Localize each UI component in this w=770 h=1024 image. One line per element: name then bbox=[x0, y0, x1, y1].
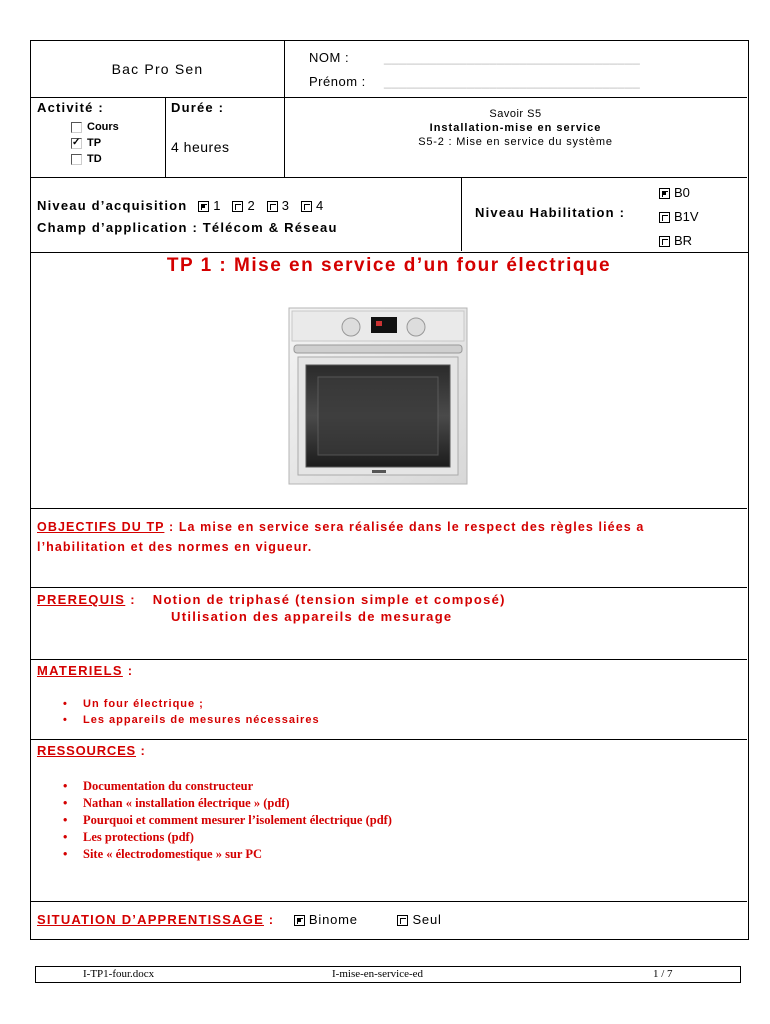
list-item: • Documentation du constructeur bbox=[53, 778, 392, 795]
prenom-line: __________________________________ bbox=[384, 74, 641, 89]
acquisition-option-4[interactable]: 4 bbox=[295, 198, 324, 213]
nom-label: NOM : bbox=[309, 50, 350, 65]
duree-value: 4 heures bbox=[171, 139, 230, 155]
objectifs-text: OBJECTIFS DU TP : La mise en service sera réalisée dans le respect des règles liées a l’habilitation et des normes en vigueur. bbox=[37, 520, 645, 554]
radio-selected-icon[interactable] bbox=[659, 188, 670, 199]
situation-option-binome[interactable]: Binome bbox=[288, 912, 358, 927]
situation-option-seul[interactable]: Seul bbox=[391, 912, 441, 927]
ressources-heading: RESSOURCES : bbox=[37, 743, 146, 758]
list-item: • Site « électrodomestique » sur PC bbox=[53, 846, 392, 863]
radio-icon[interactable] bbox=[267, 201, 278, 212]
situation-label: SITUATION D’APPRENTISSAGE bbox=[37, 912, 264, 927]
prerequis-line2: Utilisation des appareils de mesurage bbox=[171, 609, 453, 624]
champ-application: Champ d’application : Télécom & Réseau bbox=[37, 220, 338, 235]
habilitation-label: Niveau Habilitation : bbox=[475, 205, 626, 220]
radio-icon[interactable] bbox=[397, 915, 408, 926]
acquisition-option-3[interactable]: 3 bbox=[261, 198, 290, 213]
radio-icon[interactable] bbox=[659, 236, 670, 247]
objectifs-label: OBJECTIFS DU TP bbox=[37, 520, 165, 534]
habilitation-option-b0[interactable]: B0 bbox=[659, 181, 699, 205]
checkbox-checked-icon[interactable] bbox=[71, 138, 82, 149]
situation-row: SITUATION D’APPRENTISSAGE : Binome Seul bbox=[37, 912, 442, 927]
checkbox-icon[interactable] bbox=[71, 122, 82, 133]
activite-option-cours[interactable]: Cours bbox=[71, 119, 119, 135]
activite-label: Activité : bbox=[37, 100, 104, 115]
materiels-label: MATERIELS bbox=[37, 663, 123, 678]
footer-page: 1 / 7 bbox=[653, 968, 673, 980]
materiels-list bbox=[53, 696, 320, 728]
list-item: • Pourquoi et comment mesurer l’isolement électrique (pdf) bbox=[53, 812, 392, 829]
activite-option-tp[interactable]: ✓TP bbox=[71, 135, 119, 151]
tp-title: TP 1 : Mise en service d’un four électrique bbox=[166, 255, 612, 276]
s52-label: S5-2 : Mise en service du système bbox=[418, 136, 613, 148]
prerequis-line1: Notion de triphasé (tension simple et composé) bbox=[152, 592, 506, 607]
radio-icon[interactable] bbox=[232, 201, 243, 212]
activite-options bbox=[71, 119, 119, 167]
footer-code: I-mise-en-service-ed bbox=[332, 968, 424, 980]
body-table bbox=[30, 253, 749, 940]
radio-icon[interactable] bbox=[659, 212, 670, 223]
materiels-heading: MATERIELS : bbox=[37, 663, 134, 678]
footer bbox=[35, 966, 741, 983]
ressources-list bbox=[53, 778, 392, 863]
radio-selected-icon[interactable] bbox=[294, 915, 305, 926]
footer-file: I-TP1-four.docx bbox=[83, 968, 155, 980]
niveau-acquisition: Niveau d’acquisition 1 2 3 4 bbox=[37, 198, 325, 213]
acquisition-option-1[interactable]: 1 bbox=[192, 198, 221, 213]
list-item: • Les protections (pdf) bbox=[53, 829, 392, 846]
header-table bbox=[30, 40, 749, 253]
list-item: • Un four électrique ; bbox=[53, 696, 320, 712]
radio-selected-icon[interactable] bbox=[198, 201, 209, 212]
installation-label: Installation-mise en service bbox=[429, 122, 602, 134]
duree-label: Durée : bbox=[171, 100, 225, 115]
nom-line: __________________________________ bbox=[384, 50, 641, 65]
header-title: Bac Pro Sen bbox=[111, 61, 204, 77]
habilitation-option-br[interactable]: BR bbox=[659, 229, 699, 253]
habilitation-options bbox=[659, 181, 699, 253]
activite-option-td[interactable]: TD bbox=[71, 151, 119, 167]
habilitation-option-b1v[interactable]: B1V bbox=[659, 205, 699, 229]
prerequis-block: PREREQUIS : Notion de triphasé (tension simple et composé) bbox=[37, 592, 506, 607]
prerequis-label: PREREQUIS bbox=[37, 592, 126, 607]
ressources-label: RESSOURCES bbox=[37, 743, 137, 758]
list-item: • Nathan « installation électrique » (pdf) bbox=[53, 795, 392, 812]
prenom-label: Prénom : bbox=[309, 74, 366, 89]
savoir-label: Savoir S5 bbox=[489, 108, 542, 120]
list-item: • Les appareils de mesures nécessaires bbox=[53, 712, 320, 728]
acquisition-option-2[interactable]: 2 bbox=[226, 198, 255, 213]
checkbox-icon[interactable] bbox=[71, 154, 82, 165]
radio-icon[interactable] bbox=[301, 201, 312, 212]
oven-image bbox=[288, 307, 468, 485]
